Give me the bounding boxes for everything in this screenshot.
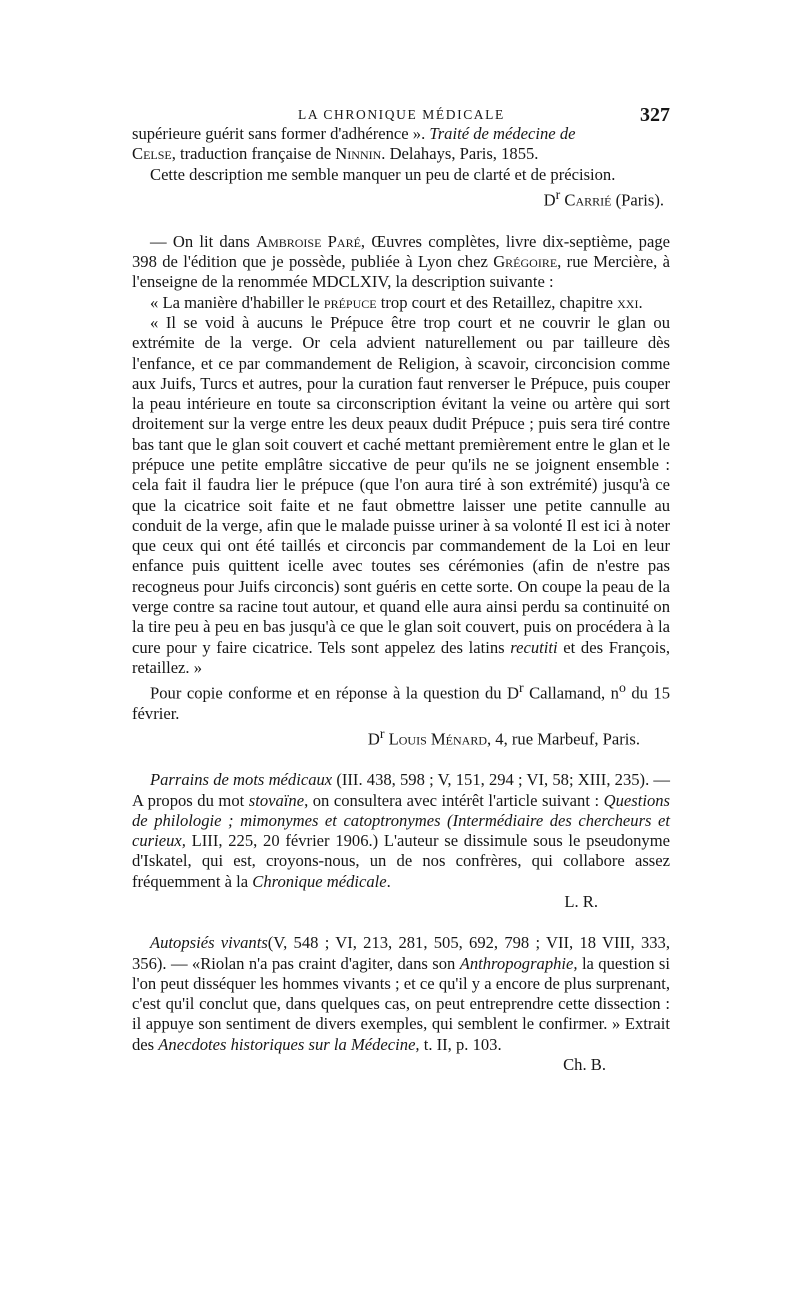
menard-title: D (367, 729, 380, 749)
menard-name: Louis Ménard (388, 729, 487, 749)
copy-note-1: Pour copie conforme et en réponse à la question du D (150, 683, 520, 703)
pare-author: Ambroise Paré (256, 231, 361, 251)
pare-chapter-2: trop court et des Retaillez, chapitre (376, 292, 618, 312)
pare-quote-end: et des François, retaillez. » (132, 637, 670, 677)
autopsies-text-1: (V, 548 ; VI, 213, 281, 505, 692, 798 ; VII, 18 VIII, 333, 356). — «Riolan n'a pas craint d'agiter, dans son (132, 933, 670, 973)
parrains-word: stovaïne (248, 790, 305, 810)
celse-text-3: . Delahays, Paris, 1855. (381, 144, 539, 164)
pare-text-1: — On lit dans (150, 231, 257, 251)
celse-translator: Ninnin (335, 144, 382, 164)
parrains-article-title: Questions de philologie ; mimonymes et catoptronymes (Intermédiaire des chercheurs et curieux, (132, 790, 670, 851)
pare-publisher: Grégoire (493, 252, 558, 272)
carrie-title-sup: r (555, 186, 561, 202)
autopsies-book: Anthropographie, (459, 953, 578, 973)
page-number: 327 (640, 104, 670, 126)
pare-quotation (132, 313, 670, 678)
menard-title-sup: r (379, 726, 385, 742)
carrie-name: Carrié (564, 190, 612, 210)
autopsies-text-2: la question si l'on peut disséquer les hommes vivants ; et ce qu'il y a encore de plus surprenant, c'est qu'il conclut que, dans quelques cas, on peut entreprendre cette dissection : il appuye son sentiment de divers exemples, qui semblent le confirmer. » Extrait des (132, 953, 670, 1054)
pare-chapter-heading (132, 293, 670, 313)
autopsies-heading: Autopsiés vivants (150, 933, 268, 953)
pare-intro-paragraph (132, 232, 670, 293)
pare-chapter-3: . (638, 292, 643, 312)
pare-text-2: , Œuvres complètes, livre dix-septième, page 398 de l'édition que je possède, publiée à Lyon chez (132, 231, 670, 272)
copy-note-2: Callamand, n (523, 683, 619, 703)
pare-text-3: , rue Mercière, à l'enseigne de la renommée MDCLXIV, la description suivante : (132, 252, 670, 292)
parrains-text-2: , on consultera avec intérêt l'article suivant : (304, 790, 604, 810)
parrains-heading: Parrains de mots médicaux (150, 770, 333, 790)
pare-chapter-number: xxi (617, 292, 639, 312)
copy-note-sup-1: r (519, 680, 524, 696)
carrie-title: D (543, 190, 556, 210)
parrains-text-4: . (386, 871, 391, 891)
pare-chapter-1: « La manière d'habiller le (150, 292, 324, 312)
autopsies-source: Anecdotes historiques sur la Médecine, (158, 1034, 420, 1054)
pare-quote-text: « Il se void à aucuns le Prépuce être trop court et ne couvrir le glan ou extrémite de la verge. Or cela advient naturellement ou par tailleure dès l'enfance, et ce par commandement de Religion, à scavoir, circoncision comme aux Juifs, Turcs et autres, pour la curation faut renverser le Prépuce, puis couper la peau intérieure en toute sa circonscription évitant la veine ou artère qui sort droitement sur la verge entre les deux peaux dudit Prépuce ; puis sera tiré contre bas tant que le glan soit couvert et caché mettant premièrement entre le glan et le prépuce une petite emplâtre siccative de peur qu'ils ne se joignent ensemble : cela fait il faudra lier le prépuce (que l'on aura tiré à son extrémité) jusqu'à ce que la cicatrice soit faite et ne faut obmettre laisser une petite cannulle au conduit de la verge, afin que le malade puisse uriner à sa volonté Il est ici à noter que ceux qui ont été taillés et circoncis par commandement de la Loi en leur enfance puis quittent icelle avec toutes ses cérémonies (afin de n'estre pas recogneus pour Juifs circoncis) sont guéris en cette sorte. On coupe la peau de la verge contre sa racine tout autour, et quand elle aura ainsi perdu sa continuité on la tire peu à peu en bas jusqu'à ce que le glan soit couvert, puis on procédera à la cure pour y faire cicatrice. Tels sont appelez des latins (132, 312, 670, 657)
autopsies-text-3: t. II, p. 103. (419, 1034, 502, 1054)
celse-paragraph (132, 124, 670, 165)
body-text (132, 124, 670, 1075)
signature-chb: Ch. B. (563, 1055, 606, 1075)
signature-menard (132, 724, 670, 750)
signature-lr: L. R. (564, 891, 598, 911)
pare-chapter-term: prépuce (323, 292, 377, 312)
celse-text-2: , traduction française de (171, 144, 336, 164)
celse-text-1: supérieure guérit sans former d'adhérence ». (132, 124, 430, 143)
carrie-city: (Paris). (611, 190, 664, 210)
menard-address: , 4, rue Marbeuf, Paris. (487, 729, 640, 749)
copy-note-sup-2: o (618, 680, 626, 696)
copy-note-3: du 15 février. (132, 683, 670, 724)
celse-comment: Cette description me semble manquer un peu de clarté et de précision. (150, 164, 616, 184)
pare-latin-term: recutiti (510, 637, 558, 657)
pare-copy-note (132, 678, 670, 724)
parrains-text-1: (III. 438, 598 ; V, 151, 294 ; VI, 58; XIII, 235). — A propos du mot (132, 770, 670, 810)
celse-author: Celse (132, 144, 172, 164)
parrains-paragraph (132, 770, 670, 892)
signature-carrie (132, 185, 670, 211)
autopsies-paragraph (132, 933, 670, 1055)
journal-title: LA CHRONIQUE MÉDICALE (298, 107, 505, 122)
parrains-text-3: LIII, 225, 20 février 1906.) L'auteur se dissimule sous le pseudonyme d'Iskatel, qui est, croyons-nous, un de nos confrères, qui collabore assez fréquemment à la (132, 831, 670, 891)
parrains-journal: Chronique médicale (252, 871, 387, 891)
celse-book-title: Traité de médecine de (429, 124, 576, 143)
